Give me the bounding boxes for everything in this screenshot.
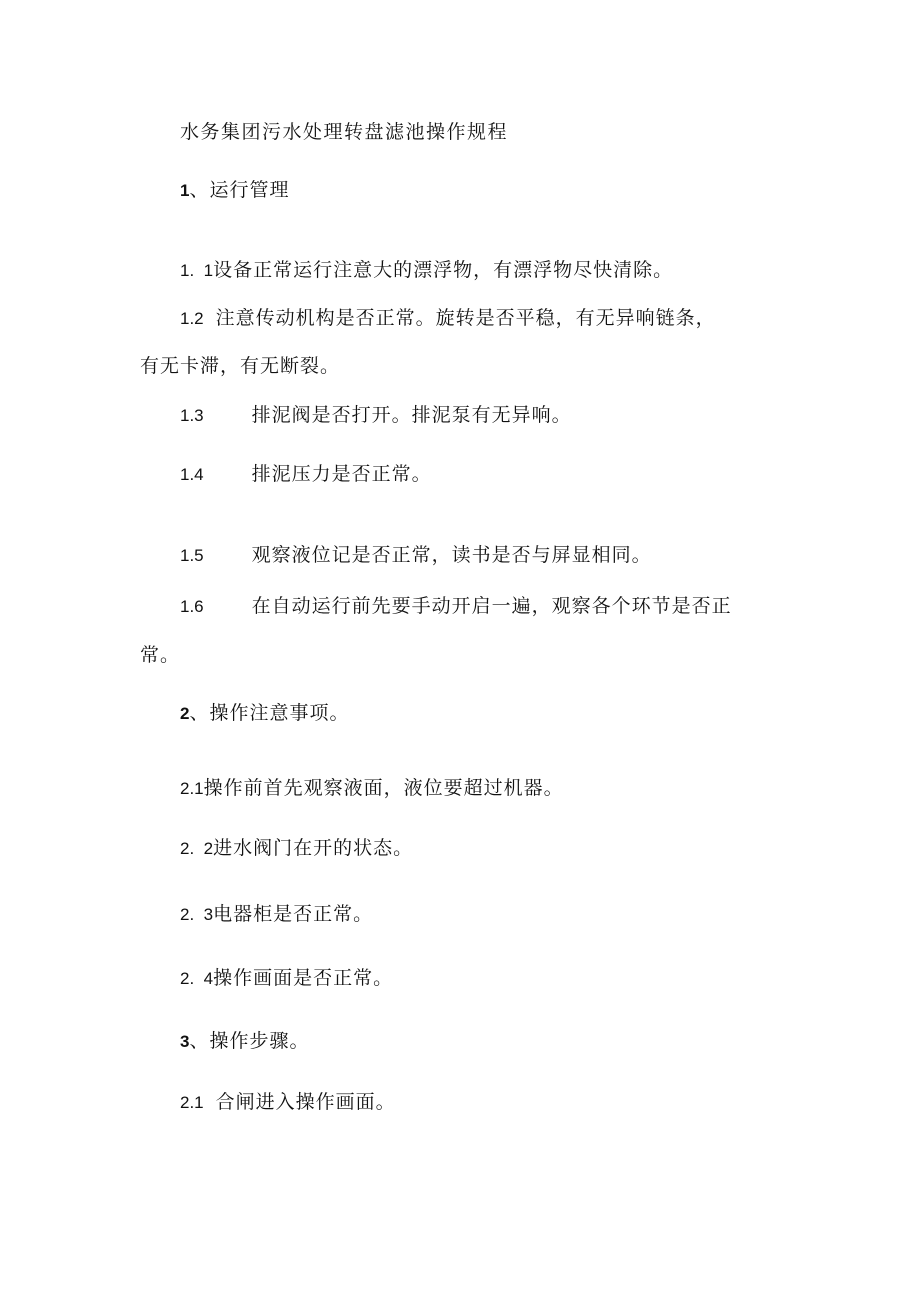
list-item-1-2 <box>180 306 716 331</box>
section-1-heading <box>180 178 289 203</box>
item-text: 排泥阀是否打开。排泥泵有无异响。 <box>251 404 572 426</box>
list-item-1-3 <box>180 403 572 428</box>
item-number: 1.4 <box>180 465 204 484</box>
item-number: 1.6 <box>180 597 204 616</box>
item-number: 2.1 <box>180 1093 204 1112</box>
section-number: 3 <box>180 1032 190 1051</box>
item-number: 1. 1 <box>180 261 214 280</box>
section-heading-text: 、操作步骤。 <box>189 1030 310 1052</box>
list-item-2-2 <box>180 836 413 861</box>
list-item-1-6-continuation <box>140 643 180 667</box>
item-text-continuation: 常。 <box>140 644 181 666</box>
item-number: 2.1 <box>180 779 204 798</box>
item-text: 在自动运行前先要手动开启一遍，观察各个环节是否正 <box>251 595 732 617</box>
item-text: 排泥压力是否正常。 <box>251 463 432 485</box>
item-text: 进水阀门在开的状态。 <box>213 837 414 859</box>
section-number: 1 <box>180 181 190 200</box>
item-text-continuation: 有无卡滞，有无断裂。 <box>140 355 341 377</box>
list-item-1-4 <box>180 462 432 487</box>
item-text: 电器柜是否正常。 <box>213 903 374 925</box>
item-number: 1.5 <box>180 546 204 565</box>
list-item-1-2-continuation <box>140 354 340 378</box>
list-item-1-6 <box>180 594 732 619</box>
section-3-heading <box>180 1029 309 1054</box>
item-number: 1.3 <box>180 406 204 425</box>
item-text: 合闸进入操作画面。 <box>215 1091 396 1113</box>
section-2-heading <box>180 701 349 726</box>
list-item-2-3 <box>180 902 373 927</box>
item-text: 操作画面是否正常。 <box>213 967 394 989</box>
section-heading-text: 、运行管理 <box>189 179 290 201</box>
item-number: 2. 2 <box>180 839 214 858</box>
item-text: 操作前首先观察液面，液位要超过机器。 <box>203 777 564 799</box>
list-item-2-1 <box>180 776 564 801</box>
item-number: 2. 3 <box>180 905 214 924</box>
item-number: 1.2 <box>180 309 204 328</box>
list-item-1-5 <box>180 543 652 568</box>
item-text: 设备正常运行注意大的漂浮物，有漂浮物尽快清除。 <box>213 259 674 281</box>
section-number: 2 <box>180 704 190 723</box>
list-item-1-1 <box>180 258 673 283</box>
list-item-2-4 <box>180 966 393 991</box>
item-number: 2. 4 <box>180 969 214 988</box>
list-item-3-1 <box>180 1090 396 1115</box>
item-text: 注意传动机构是否正常。旋转是否平稳，有无异响链条， <box>215 307 716 329</box>
title-text: 水务集团污水处理转盘滤池操作规程 <box>180 121 509 143</box>
section-heading-text: 、操作注意事项。 <box>189 702 350 724</box>
document-title <box>180 120 508 144</box>
item-text: 观察液位记是否正常，读书是否与屏显相同。 <box>251 544 652 566</box>
